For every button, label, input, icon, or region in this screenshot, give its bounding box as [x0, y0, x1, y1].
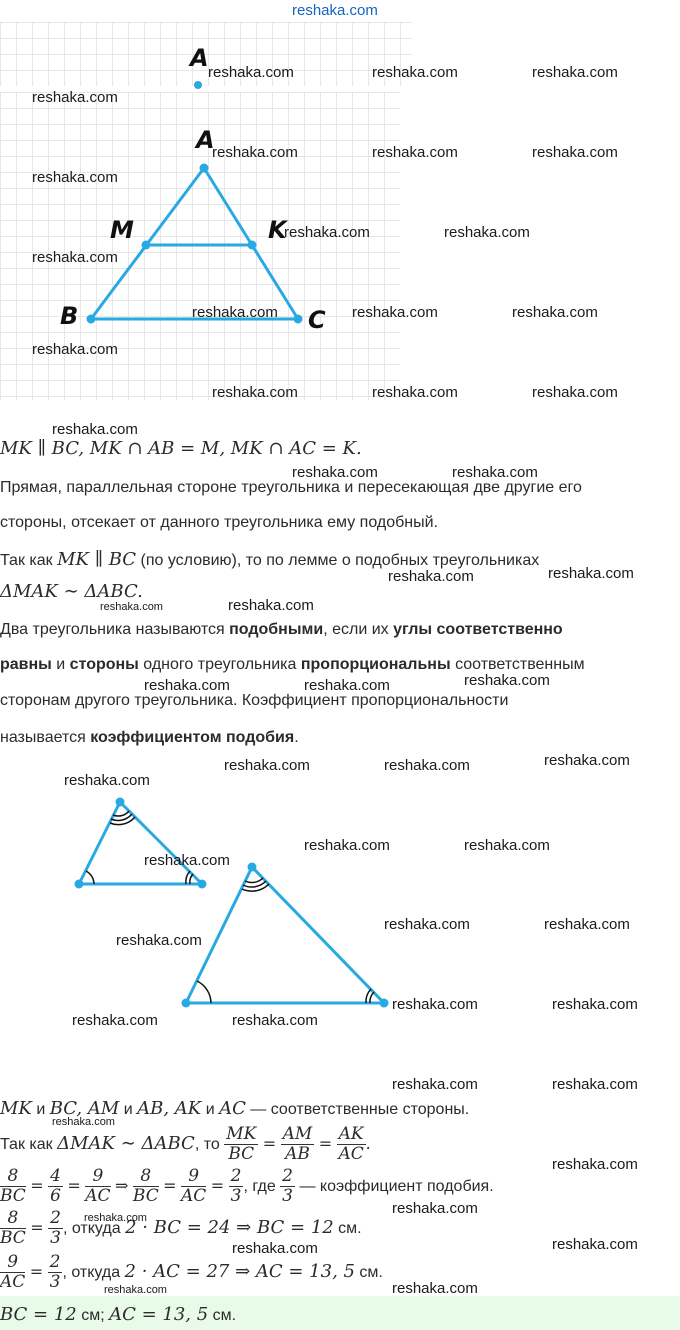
text: называется: [0, 729, 91, 746]
line-ac-calc: [0, 1252, 383, 1293]
watermark: reshaka.com: [544, 752, 630, 769]
watermark: reshaka.com: [548, 565, 634, 582]
text: и: [119, 1101, 138, 1118]
denominator: BC: [0, 1228, 26, 1249]
numerator: 9: [0, 1253, 25, 1273]
watermark-small: reshaka.com: [100, 601, 163, 613]
label-k: K: [268, 216, 287, 244]
fraction: [229, 1167, 244, 1206]
denominator: AB: [285, 1144, 310, 1165]
numerator: 2: [50, 1208, 61, 1229]
text: , то: [194, 1136, 220, 1153]
watermark: reshaka.com: [532, 384, 618, 401]
large-vertex-top: [248, 863, 257, 872]
text: Два треугольника называются: [0, 621, 230, 638]
bold-text: углы соответственно: [393, 621, 563, 638]
watermark: reshaka.com: [464, 672, 550, 689]
line-similar: ΔMAK ∼ ΔABC.: [0, 581, 143, 602]
bold-text: подобными: [229, 621, 324, 638]
watermark: reshaka.com: [444, 224, 530, 241]
numerator: AM: [282, 1124, 313, 1145]
line-proportion: [0, 1124, 371, 1165]
answer-box: [0, 1296, 680, 1330]
watermark: reshaka.com: [212, 144, 298, 161]
text: см.: [208, 1307, 237, 1324]
line-definition-1: [0, 621, 563, 639]
watermark-small: reshaka.com: [52, 1116, 115, 1128]
watermark: reshaka.com: [532, 64, 618, 81]
math: ΔMAK ∼ ΔABC: [57, 1133, 195, 1154]
denominator: AC: [0, 1272, 26, 1293]
text: , откуда: [62, 1264, 125, 1281]
bold-text: стороны: [69, 656, 139, 673]
math: BC, AM: [49, 1098, 120, 1119]
label-b: B: [60, 302, 79, 330]
text: — соответственные стороны.: [245, 1101, 470, 1118]
watermark: reshaka.com: [292, 464, 378, 481]
watermark: reshaka.com: [512, 304, 598, 321]
fraction: [133, 1167, 159, 1206]
fraction-ak-ac: [337, 1125, 366, 1164]
text: — коэффициент подобия.: [295, 1178, 494, 1195]
watermark: reshaka.com: [392, 1200, 478, 1217]
text: .: [294, 729, 299, 746]
watermark: reshaka.com: [552, 996, 638, 1013]
denominator: AC: [338, 1144, 364, 1165]
numerator: 9: [85, 1167, 110, 1187]
numerator: 9: [181, 1167, 206, 1187]
bold-text: равны: [0, 656, 52, 673]
fraction-mk-bc: [224, 1125, 258, 1164]
text: (по условию), то по лемме о подобных треугольниках: [136, 552, 540, 569]
equals: =: [210, 1176, 225, 1195]
large-vertex-right: [380, 999, 389, 1008]
point-k: [248, 241, 257, 250]
point-m: [142, 241, 151, 250]
line-definition-3: сторонам другого треугольника. Коэффициент пропорциональности: [0, 692, 509, 709]
point-a-top: [194, 81, 202, 89]
denominator: 3: [49, 1272, 61, 1293]
angle-mark: [110, 817, 135, 825]
denominator: 3: [282, 1186, 293, 1207]
watermark: reshaka.com: [552, 1076, 638, 1093]
angle-mark: [86, 871, 94, 884]
line-theorem-2: стороны, отсекает от данного треугольника ему подобный.: [0, 514, 438, 531]
denominator: AC: [181, 1186, 207, 1207]
watermark: reshaka.com: [32, 89, 118, 106]
small-vertex-right: [198, 880, 207, 889]
bold-text: коэффициентом подобия: [90, 729, 295, 746]
line-mk-parallel: MK ∥ BC, MK ∩ AB = M, MK ∩ AC = K.: [0, 438, 362, 459]
similar-triangles-figure: [0, 760, 420, 1030]
math: MK ∥ BC: [57, 549, 137, 570]
equals: =: [262, 1134, 277, 1153]
point-c: [294, 315, 303, 324]
small-vertex-left: [75, 880, 84, 889]
watermark: reshaka.com: [552, 1236, 638, 1253]
denominator: 3: [50, 1228, 61, 1249]
denominator: AC: [85, 1186, 111, 1207]
text: см.: [354, 1264, 383, 1281]
watermark: reshaka.com: [32, 169, 118, 186]
watermark: reshaka.com: [552, 1156, 638, 1173]
numerator: 8: [0, 1209, 26, 1229]
line-theorem-1: Прямая, параллельная стороне треугольника и пересекающая две другие его: [0, 479, 582, 496]
watermark: reshaka.com: [144, 852, 230, 869]
text: и: [201, 1101, 220, 1118]
watermark: reshaka.com: [72, 1012, 158, 1029]
fraction: [48, 1253, 63, 1292]
watermark: reshaka.com: [352, 304, 438, 321]
denominator: BC: [228, 1144, 255, 1165]
math: BC = 12: [0, 1304, 77, 1325]
text: , где: [243, 1178, 276, 1195]
watermark: reshaka.com: [372, 384, 458, 401]
watermark: reshaka.com: [224, 757, 310, 774]
numerator: MK: [226, 1124, 257, 1145]
fraction: [0, 1253, 25, 1292]
equals: =: [29, 1262, 44, 1281]
watermark: reshaka.com: [232, 1012, 318, 1029]
text: и: [51, 656, 70, 673]
equals: =: [30, 1218, 44, 1237]
denominator: 6: [50, 1186, 61, 1207]
small-vertex-top: [116, 798, 125, 807]
watermark: reshaka.com: [32, 249, 118, 266]
text: Так как: [0, 1136, 58, 1153]
watermark: reshaka.com: [392, 996, 478, 1013]
math: 2 · BC = 24 ⇒ BC = 12: [125, 1217, 334, 1238]
watermark: reshaka.com: [384, 916, 470, 933]
math: AC: [219, 1098, 246, 1119]
small-side-1: [79, 802, 120, 884]
fraction: [181, 1167, 206, 1206]
numerator: 2: [49, 1252, 61, 1273]
watermark: reshaka.com: [116, 932, 202, 949]
watermark: reshaka.com: [544, 916, 630, 933]
text: Так как: [0, 552, 58, 569]
watermark: reshaka.com: [284, 224, 370, 241]
text: одного треугольника: [138, 656, 301, 673]
fraction: [0, 1209, 26, 1248]
watermark: reshaka.com: [384, 757, 470, 774]
angle-mark: [242, 884, 269, 891]
fraction: [280, 1167, 295, 1206]
point-b: [87, 315, 96, 324]
point-a: [200, 164, 209, 173]
line-lemma: [0, 549, 539, 570]
line-definition-4: [0, 729, 299, 747]
angle-mark: [197, 981, 211, 1003]
period: .: [365, 1134, 371, 1153]
angle-mark: [370, 992, 374, 1003]
fraction: [48, 1209, 63, 1248]
math: AC = 13, 5: [109, 1304, 209, 1325]
text: см.: [333, 1220, 362, 1237]
triangle-figure: [0, 0, 420, 400]
watermark-small: reshaka.com: [84, 1212, 147, 1224]
text: , если их: [323, 621, 394, 638]
label-c: C: [308, 306, 326, 334]
watermark: reshaka.com: [388, 568, 474, 585]
watermark: reshaka.com: [532, 144, 618, 161]
watermark: reshaka.com: [208, 64, 294, 81]
text: , откуда: [62, 1220, 126, 1237]
watermark: reshaka.com: [232, 1240, 318, 1257]
fraction-am-ab: [281, 1125, 315, 1164]
text: см;: [76, 1307, 110, 1324]
math: MK: [0, 1098, 32, 1119]
watermark: reshaka.com: [392, 1280, 478, 1297]
large-side-2: [252, 867, 384, 1003]
numerator: 8: [0, 1167, 26, 1187]
label-m: M: [110, 216, 134, 244]
watermark: reshaka.com: [228, 597, 314, 614]
fraction: [0, 1167, 26, 1206]
math: 2 · AC = 27 ⇒ AC = 13, 5: [124, 1261, 355, 1282]
watermark: reshaka.com: [52, 421, 138, 438]
numerator: 4: [50, 1166, 61, 1187]
watermark: reshaka.com: [64, 772, 150, 789]
label-a: A: [196, 126, 215, 154]
numerator: 2: [282, 1166, 293, 1187]
bold-text: пропорциональны: [300, 656, 451, 673]
watermark: reshaka.com: [32, 341, 118, 358]
denominator: BC: [132, 1186, 159, 1207]
numerator: 8: [133, 1167, 159, 1187]
large-vertex-left: [182, 999, 191, 1008]
watermark: reshaka.com: [212, 384, 298, 401]
implies: ⇒: [115, 1176, 129, 1195]
watermark: reshaka.com: [452, 464, 538, 481]
numerator: 2: [230, 1166, 242, 1187]
equals: =: [318, 1134, 333, 1153]
text: соответственным: [450, 656, 585, 673]
watermark: reshaka.com: [464, 837, 550, 854]
fraction: [48, 1167, 63, 1206]
watermark: reshaka.com: [192, 304, 278, 321]
denominator: BC: [0, 1186, 26, 1207]
equals: =: [163, 1176, 177, 1195]
watermark: reshaka.com: [372, 64, 458, 81]
watermark: reshaka.com: [304, 677, 390, 694]
equals: =: [30, 1176, 44, 1195]
equals: =: [67, 1176, 81, 1195]
watermark: reshaka.com: [304, 837, 390, 854]
watermark: reshaka.com: [392, 1076, 478, 1093]
math: AB, AK: [137, 1098, 202, 1119]
answer-text: [0, 1304, 236, 1325]
top-watermark[interactable]: reshaka.com: [292, 2, 378, 19]
label-a-top: A: [190, 44, 209, 72]
watermark: reshaka.com: [144, 677, 230, 694]
fraction: [85, 1167, 110, 1206]
numerator: AK: [338, 1124, 364, 1145]
denominator: 3: [230, 1186, 242, 1207]
watermark: reshaka.com: [372, 144, 458, 161]
watermark-small: reshaka.com: [104, 1284, 167, 1296]
text: и: [31, 1101, 50, 1118]
